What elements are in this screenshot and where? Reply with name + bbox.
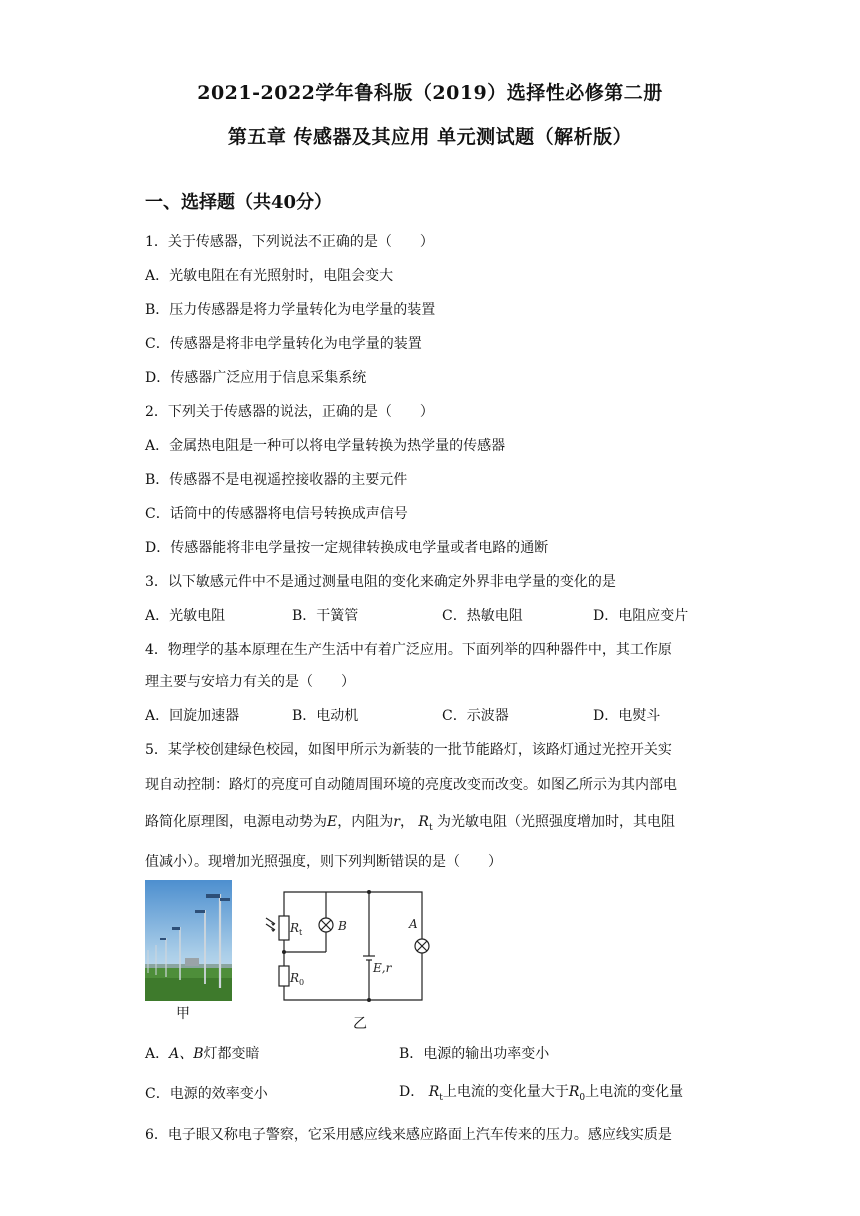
q5-option-a: A．A、B灯都变暗	[145, 1046, 260, 1062]
svg-text:B: B	[338, 919, 347, 933]
q1-stem: 1．关于传感器，下列说法不正确的是（ ）	[145, 234, 434, 250]
figure-caption-yi: 乙	[353, 1016, 367, 1032]
doc-title-line1: 2021-2022学年鲁科版（2019）选择性必修第二册	[197, 82, 663, 104]
doc-title-line2: 第五章 传感器及其应用 单元测试题（解析版）	[227, 126, 633, 148]
q2-option-c: C．话筒中的传感器将电信号转换成声信号	[145, 506, 408, 522]
svg-text:A: A	[409, 917, 418, 931]
q1-option-c: C．传感器是将非电学量转化为电学量的装置	[145, 336, 422, 352]
q4-stem-line1: 4．物理学的基本原理在生产生活中有着广泛应用。下面列举的四种器件中，其工作原	[145, 642, 672, 658]
q5-stem-line2: 现自动控制：路灯的亮度可自动随周围环境的亮度改变而改变。如图乙所示为其内部电	[145, 777, 677, 793]
q2-option-d: D．传感器能将非电学量按一定规律转换成电学量或者电路的通断	[145, 540, 549, 556]
svg-text:R0: $R_0$	[290, 971, 305, 987]
circuit-diagram	[262, 880, 432, 1030]
q1-option-a: A．光敏电阻在有光照射时，电阻会变大	[145, 268, 394, 284]
q5-option-c: C．电源的效率变小	[145, 1086, 268, 1102]
q5-stem-line1: 5．某学校创建绿色校园，如图甲所示为新装的一批节能路灯，该路灯通过光控开关实	[145, 742, 672, 758]
q5-option-b: B．电源的输出功率变小	[399, 1046, 550, 1062]
q4-option-b: B．电动机	[292, 708, 359, 724]
q4-option-c: C．示波器	[442, 708, 509, 724]
q3-stem: 3．以下敏感元件中不是通过测量电阻的变化来确定外界非电学量的变化的是	[145, 574, 616, 590]
q1-option-b: B．压力传感器是将力学量转化为电学量的装置	[145, 302, 436, 318]
q6-stem-line1: 6．电子眼又称电子警察，它采用感应线来感应路面上汽车传来的压力。感应线实质是	[145, 1127, 672, 1143]
street-lamp-photo	[145, 880, 232, 1001]
q5-stem-line3: 路简化原理图，电源电动势为E，内阻为r， $R_t$ 为光敏电阻（光照强度增加时，其电阻	[145, 814, 676, 833]
section-heading: 一、选择题（共40分）	[145, 192, 333, 213]
q3-option-c: C．热敏电阻	[442, 608, 523, 624]
q5-stem-line4: 值减小）。现增加光照强度，则下列判断错误的是（ ）	[145, 854, 502, 870]
q2-option-b: B．传感器不是电视遥控接收器的主要元件	[145, 472, 408, 488]
q3-option-d: D．电阻应变片	[593, 608, 689, 624]
q2-option-a: A．金属热电阻是一种可以将电学量转换为热学量的传感器	[145, 438, 506, 454]
q3-option-a: A．光敏电阻	[145, 608, 226, 624]
q3-option-b: B．干簧管	[292, 608, 359, 624]
svg-text:Rt: $R_t$	[290, 921, 303, 937]
q4-option-a: A．回旋加速器	[145, 708, 240, 724]
q4-option-d: D．电熨斗	[593, 708, 661, 724]
svg-text:E,r: E,r	[373, 961, 392, 975]
q2-stem: 2．下列关于传感器的说法，正确的是（ ）	[145, 404, 434, 420]
q4-stem-line2: 理主要与安培力有关的是（ ）	[145, 674, 355, 690]
q5-option-d: D． $R_t$上电流的变化量大于$R_0$上电流的变化量	[399, 1084, 684, 1103]
figure-caption-jia: 甲	[176, 1006, 190, 1022]
q1-option-d: D．传感器广泛应用于信息采集系统	[145, 370, 367, 386]
